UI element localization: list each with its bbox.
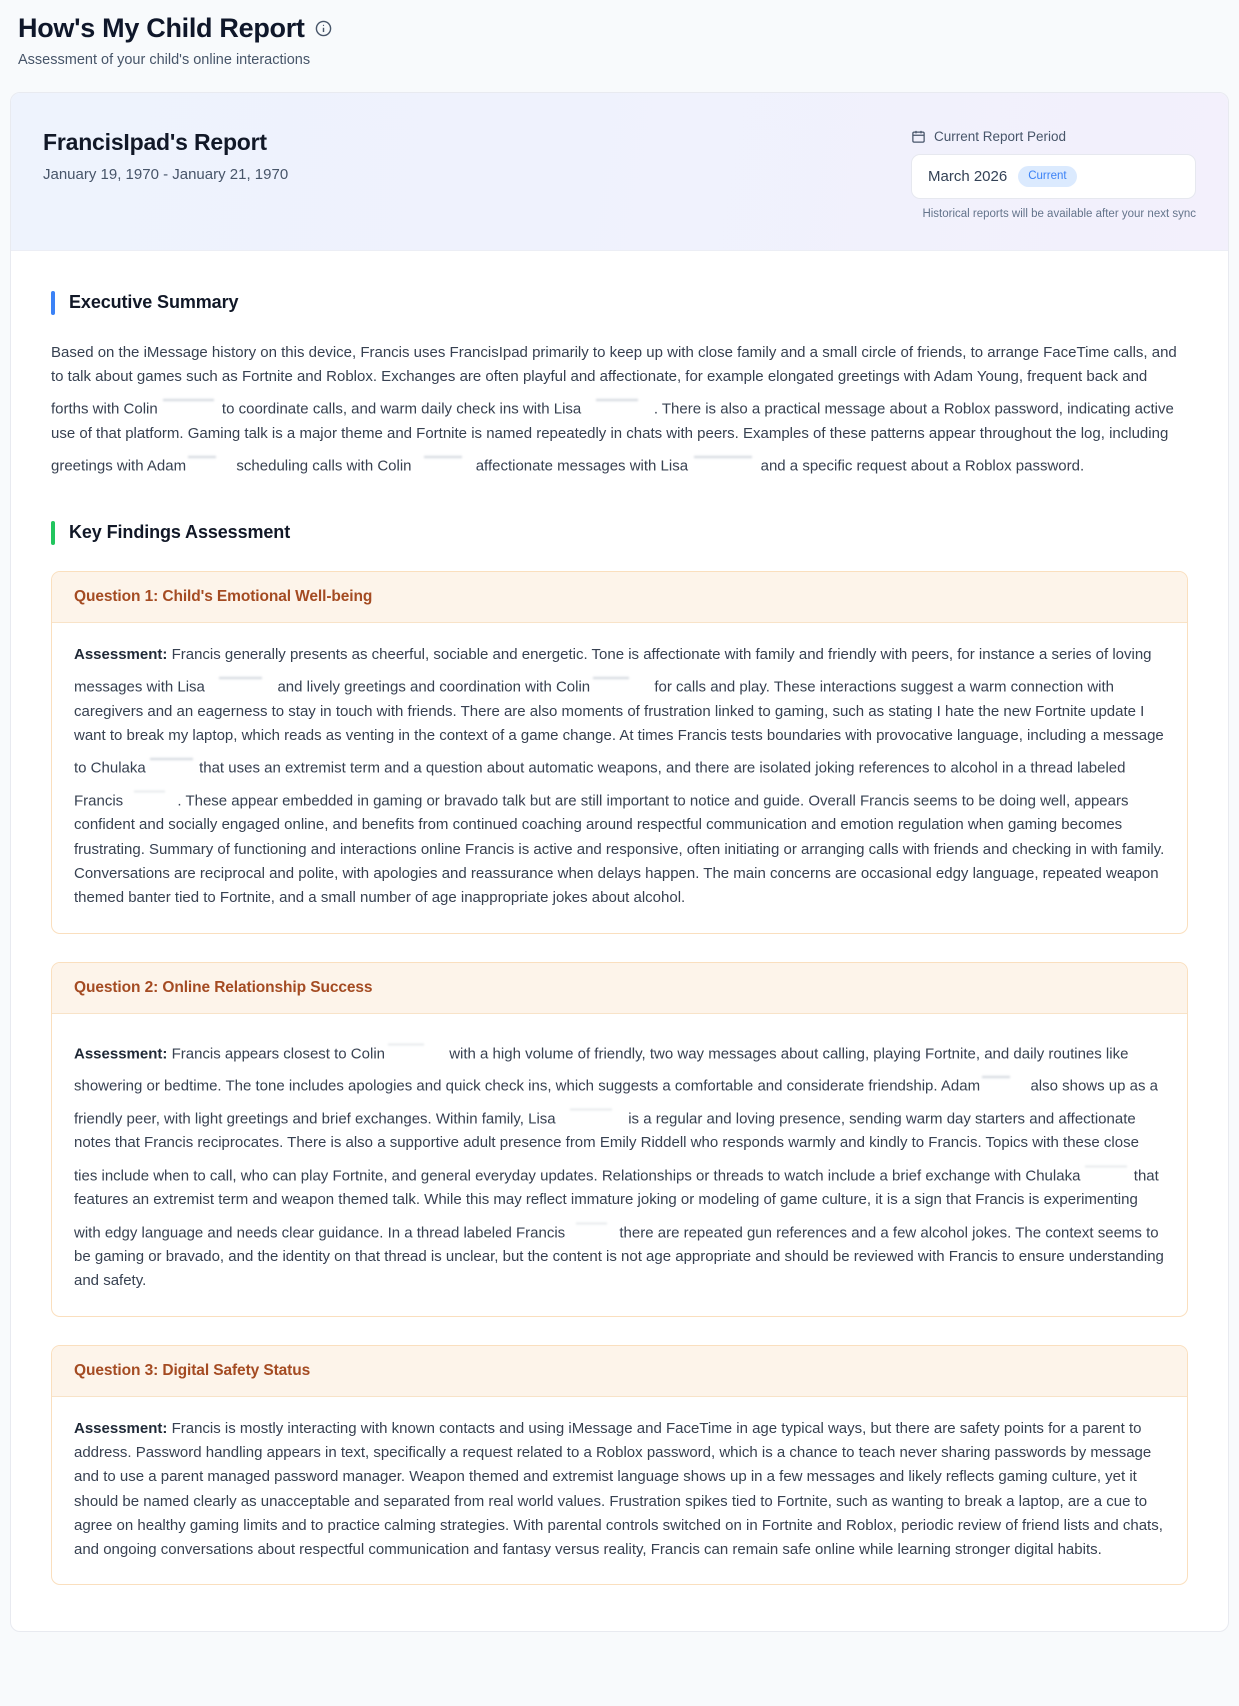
calendar-icon [911, 129, 926, 144]
q3-part-1: Francis is mostly interacting with known contacts and using iMessage and FaceTime in age typical ways, but there are safety points for a parent to address. Password handling appears in text, specifically a request related to a Roblox password, which is a chance to teach never sharing passwords by message and to use a parent managed password manager. Weapon themed and extremist language shows up in a few messages and likely reflects gaming culture, yet it should be named clearly as unacceptable and separated from real world values. Frustration spikes tied to Fortnite, such as wanting to break a laptop, are a cue to agree on healthy gaming limits and to practice calming strategies. With parental controls switched on in Fortnite and Roblox, periodic review of friend lists and chats, and ongoing conversations about respectful communication and fantasy versus reality, Francis can remain safe online while learning stronger digital habits. [74, 1419, 1163, 1559]
period-value: March 2026 [928, 167, 1008, 185]
question-card-header [52, 572, 1187, 623]
redacted-name-lisa-q1 [205, 667, 278, 691]
report-banner [11, 93, 1228, 250]
redacted-name-adam-1 [186, 446, 236, 470]
question-card-body [52, 623, 1187, 933]
q2-part-1: Francis appears closest to Colin [171, 1044, 385, 1062]
q2-part-6: there are repeated gun references and a few alcohol jokes. The context seems to be gaming or bravado, and the identity on that thread is unclear, but the content is not age appropriate and should be reviewed with Francis to ensure understanding and safety. [74, 1223, 1164, 1290]
question-title: Question 3: Digital Safety Status [74, 1361, 311, 1379]
redacted-name-lisa-q2 [556, 1099, 629, 1123]
report-body [11, 251, 1228, 1632]
redacted-name-colin-q1 [590, 667, 654, 691]
report-card [10, 92, 1229, 1632]
redacted-name-colin-1 [158, 389, 222, 413]
assessment-label: Assessment: [74, 1419, 168, 1437]
question-title: Question 1: Child's Emotional Well-being [74, 587, 373, 605]
question-card [51, 962, 1188, 1317]
section-accent-bar [51, 521, 55, 545]
summary-part-5: affectionate messages with Lisa [475, 457, 689, 475]
redacted-name-francis-q1 [123, 781, 177, 805]
section-accent-bar [51, 291, 55, 315]
summary-part-6: and a specific request about a Roblox password. [760, 457, 1085, 475]
question-card-header [52, 963, 1187, 1014]
key-findings-title: Key Findings Assessment [69, 522, 291, 543]
period-select[interactable] [911, 154, 1196, 198]
executive-summary-title: Executive Summary [69, 292, 239, 313]
redacted-name-chulaka-q2 [1080, 1156, 1133, 1180]
executive-summary-text [51, 341, 1188, 479]
page-subtitle: Assessment of your child's online interactions [18, 52, 311, 69]
q2-part-2: with a high volume of friendly, two way messages about calling, playing Fortnite, and daily routines like showering or bedtime. The tone includes apologies and quick check ins, which suggests a comfortable and considerate friendship. Adam [74, 1044, 1129, 1095]
report-identity [43, 127, 288, 183]
redacted-name-colin-2 [412, 446, 476, 470]
redacted-name-lisa-1 [581, 389, 654, 413]
period-note: Historical reports will be available after your next sync [922, 207, 1196, 220]
q1-part-2: and lively greetings and coordination with Colin [277, 678, 591, 696]
report-name: FrancisIpad's Report [43, 129, 267, 156]
q2-part-4: is a regular and loving presence, sending warm day starters and affectionate notes that Francis reciprocates. There is also a supportive adult presence from Emily Riddell who responds warmly and kindly to Francis. Topics with these close ties include when to call, who can play Fortnite, and general everyday updates. Relationships or threads to watch include a brief exchange with Chulaka [74, 1110, 1139, 1184]
page-title-row [18, 12, 1221, 44]
redacted-name-lisa-2 [688, 446, 761, 470]
redacted-name-adam-q2 [980, 1066, 1030, 1090]
question-card-header [52, 1346, 1187, 1397]
summary-part-4: scheduling calls with Colin [236, 457, 412, 475]
assessment-label: Assessment: [74, 1044, 168, 1062]
redacted-name-chulaka-q1 [146, 748, 199, 772]
summary-part-2: to coordinate calls, and warm daily check ins with Lisa [221, 400, 582, 418]
summary-part-3: . There is also a practical message about a Roblox password, indicating active use of that platform. Gaming talk is a major theme and Fortnite is named repeatedly in chats with peers. Examples of these patterns appear throughout the log, including greetings with Adam [51, 400, 1174, 475]
question-card [51, 571, 1188, 934]
redacted-name-francis-q2 [565, 1213, 619, 1237]
page-title: How's My Child Report [18, 13, 305, 43]
q1-part-1: Francis generally presents as cheerful, sociable and energetic. Tone is affectionate with family and friendly with peers, for instance a series of loving messages with Lisa [74, 645, 1152, 696]
current-badge: Current [1018, 166, 1076, 186]
period-label: Current Report Period [934, 129, 1067, 145]
q1-part-5: . These appear embedded in gaming or bravado talk but are still important to notice and guide. Overall Francis seems to be doing well, appears confident and socially engaged online, and benefits from continued coaching around respectful communication and emotion regulation when gaming becomes frustrating. Summary of functioning and interactions online Francis is active and responsive, often initiating or arranging calls with friends and checking in with family. Conversations are reciprocal and polite, with apologies and reassurance when delays happen. The main concerns are occasional edgy language, repeated weapon themed banter tied to Fortnite, and a small number of age inappropriate jokes about alcohol. [74, 792, 1165, 907]
key-findings-header [51, 521, 1196, 545]
question-card-body [52, 1397, 1187, 1585]
info-circle-icon[interactable] [315, 20, 332, 37]
question-card-body [52, 1014, 1187, 1316]
assessment-label: Assessment: [74, 645, 168, 663]
q1-part-4: that uses an extremist term and a question about automatic weapons, and there are isolated joking references to alcohol in a thread labeled Francis [74, 759, 1126, 810]
question-card [51, 1345, 1188, 1586]
page-header [0, 0, 1239, 86]
report-period-selector [911, 127, 1196, 219]
q2-part-5: that features an extremist term and weapon themed talk. While this may reflect immature joking or modeling of game culture, it is a sign that Francis is experimenting with edgy language and needs clear guidance. In a thread labeled Francis [74, 1166, 1159, 1241]
redacted-name-colin-q2 [385, 1034, 449, 1058]
question-title: Question 2: Online Relationship Success [74, 978, 373, 996]
report-date-range: January 19, 1970 - January 21, 1970 [43, 166, 289, 184]
summary-part-1: Based on the iMessage history on this device, Francis uses FrancisIpad primarily to keep up with close family and a small circle of friends, to arrange FaceTime calls, and to talk about games such as Fortnite and Roblox. Exchanges are often playful and affectionate, for example elongated greetings with Adam Young, frequent back and forths with Colin [51, 343, 1177, 418]
period-label-row [911, 129, 1196, 144]
q1-part-3: for calls and play. These interactions suggest a warm connection with caregivers and an eagerness to stay in touch with friends. There are also moments of frustration linked to gaming, such as stating I hate the new Fortnite update I want to break my laptop, which reads as venting in the context of a game change. At times Francis tests boundaries with provocative language, including a message to Chulaka [74, 678, 1164, 777]
q2-part-3: also shows up as a friendly peer, with light greetings and brief exchanges. Within family, Lisa [74, 1077, 1159, 1128]
executive-summary-header [51, 291, 1196, 315]
